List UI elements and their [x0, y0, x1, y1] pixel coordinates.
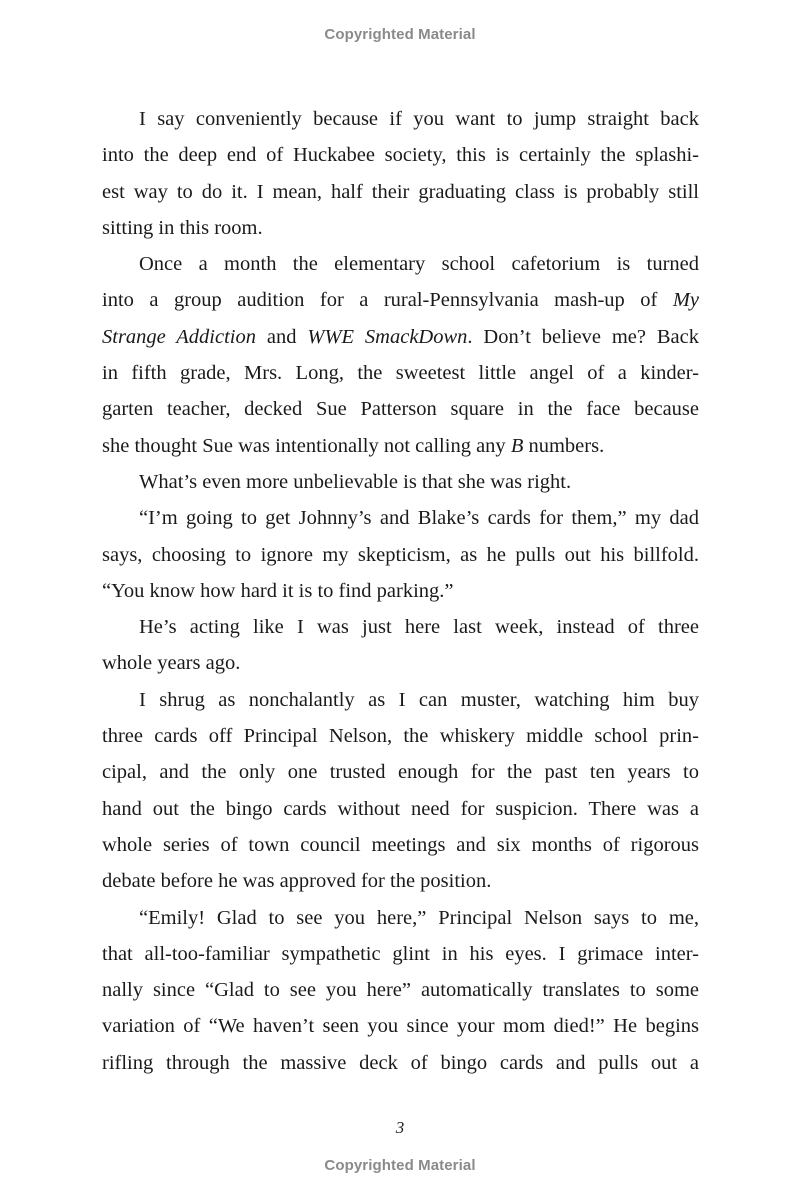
text-line: cipal, and the only one trusted enough for the past ten years to [102, 761, 699, 784]
text-line: three cards off Principal Nelson, the whiskery middle school prin- [102, 725, 699, 748]
text-line: What’s even more unbelievable is that she was right. [139, 470, 572, 493]
text-line: whole years ago. [102, 652, 241, 675]
paragraph [102, 900, 699, 1081]
text-line: Once a month the elementary school cafetorium is turned [139, 253, 699, 276]
text-line: into the deep end of Huckabee society, this is certainly the splashi- [102, 144, 699, 167]
italic-title: B [510, 434, 524, 457]
text-line: she thought Sue was intentionally not calling any B numbers. [102, 434, 605, 457]
paragraph [102, 500, 699, 609]
text-line: says, choosing to ignore my skepticism, as he pulls out his billfold. [102, 543, 699, 566]
text-line: est way to do it. I mean, half their graduating class is probably still [102, 180, 699, 203]
text-line: “Emily! Glad to see you here,” Principal Nelson says to me, [139, 906, 699, 929]
copyright-watermark-bottom: Copyrighted Material [324, 1157, 476, 1174]
page-body-text [102, 101, 699, 1081]
italic-title: Strange Addiction [102, 325, 256, 348]
italic-title: My [672, 289, 699, 312]
page-number: 3 [395, 1118, 405, 1137]
text-line: debate before he was approved for the position. [102, 870, 492, 893]
paragraph [102, 609, 699, 682]
text-line: nally since “Glad to see you here” automatically translates to some [102, 979, 699, 1002]
paragraph [102, 246, 699, 464]
text-line: hand out the bingo cards without need for suspicion. There was a [102, 797, 699, 820]
text-line: into a group audition for a rural-Pennsylvania mash-up of My [102, 289, 699, 312]
text-line: whole series of town council meetings and six months of rigorous [102, 833, 699, 856]
paragraph [102, 464, 699, 500]
text-line: “I’m going to get Johnny’s and Blake’s cards for them,” my dad [139, 507, 699, 530]
text-line: sitting in this room. [102, 216, 263, 239]
text-line: I shrug as nonchalantly as I can muster, watching him buy [139, 688, 699, 711]
text-line: variation of “We haven’t seen you since your mom died!” He begins [102, 1015, 699, 1038]
text-line: Strange Addiction and WWE SmackDown. Don’t believe me? Back [102, 325, 699, 348]
text-line: He’s acting like I was just here last week, instead of three [139, 616, 699, 639]
paragraph [102, 682, 699, 900]
text-line: I say conveniently because if you want to jump straight back [139, 108, 699, 130]
text-line: in fifth grade, Mrs. Long, the sweetest little angel of a kinder- [102, 362, 699, 385]
text-line: rifling through the massive deck of bingo cards and pulls out a [102, 1051, 699, 1074]
copyright-watermark-top: Copyrighted Material [324, 26, 476, 43]
paragraph [102, 101, 699, 246]
italic-title: WWE SmackDown [307, 325, 468, 348]
text-line: that all-too-familiar sympathetic glint in his eyes. I grimace inter- [102, 942, 699, 965]
text-line: “You know how hard it is to find parking.” [102, 579, 454, 602]
text-line: garten teacher, decked Sue Patterson square in the face because [102, 398, 699, 421]
